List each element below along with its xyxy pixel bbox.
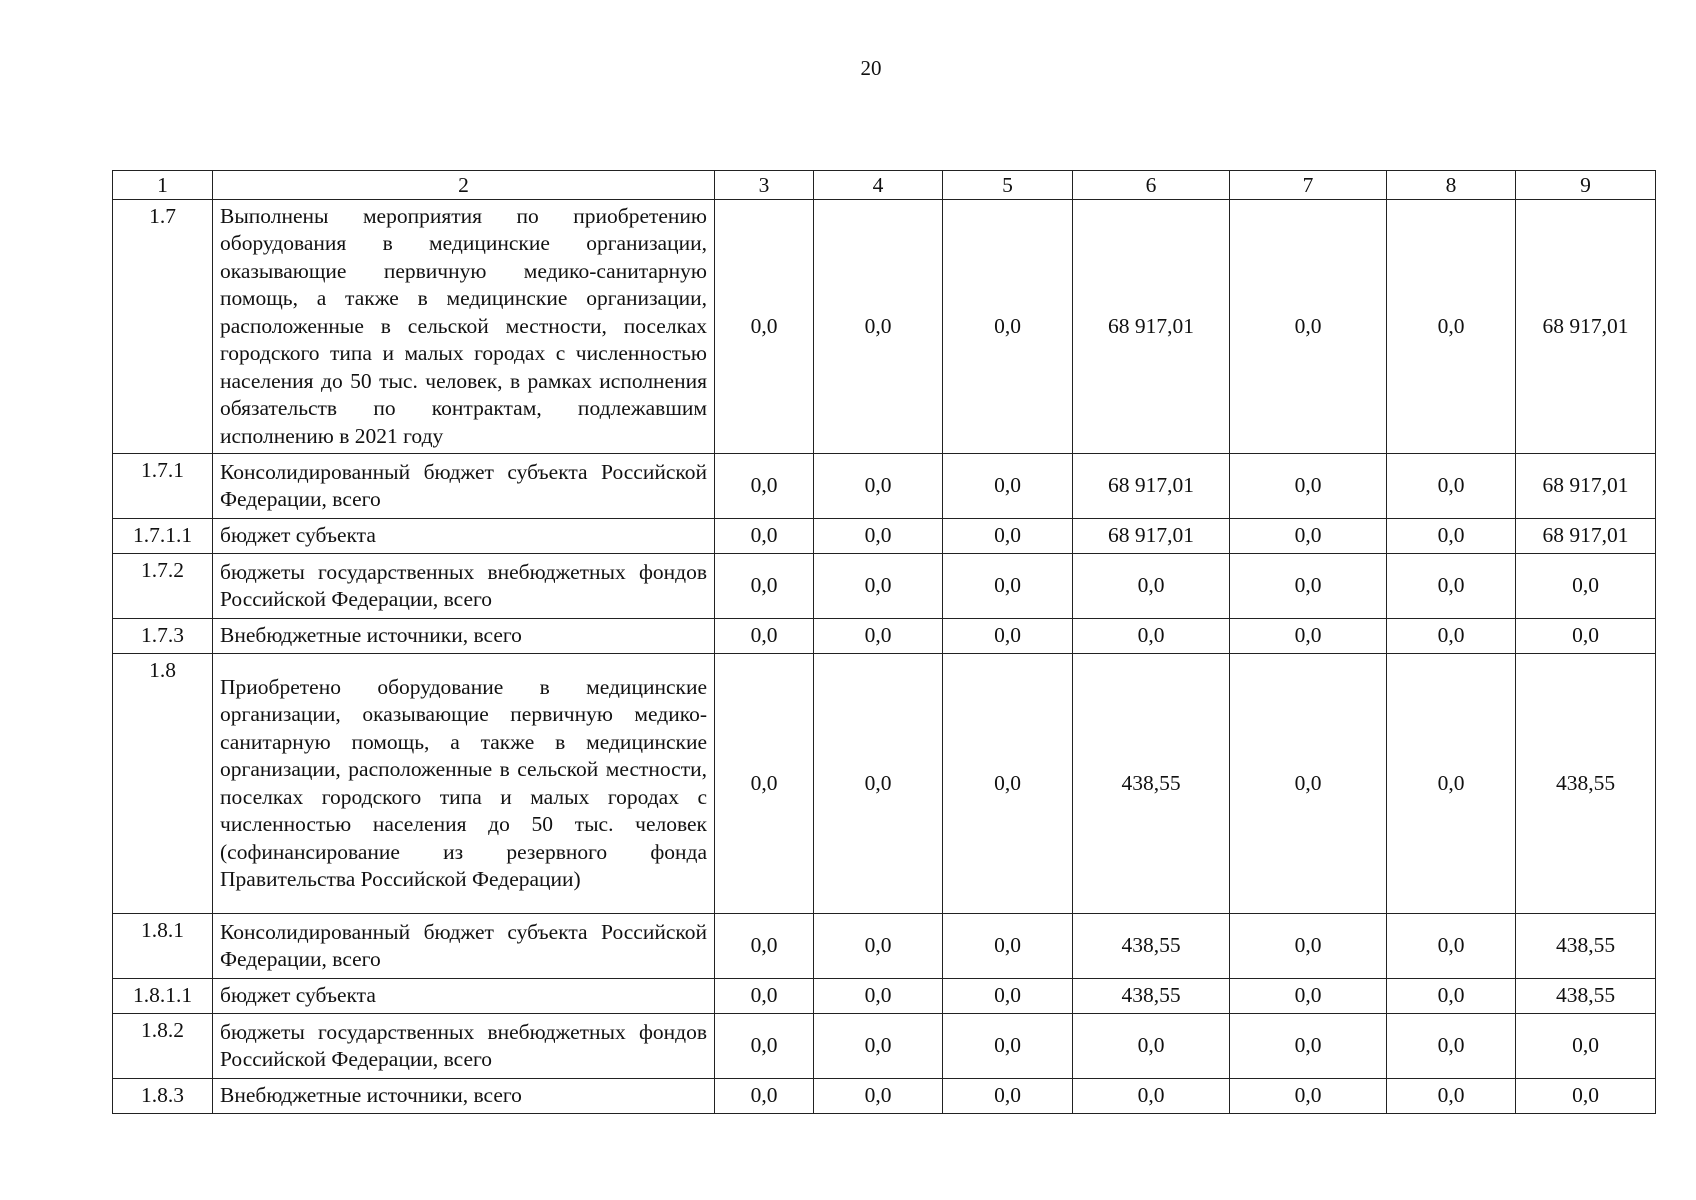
value-cell: 68 917,01 <box>1516 519 1656 554</box>
value-cell: 0,0 <box>1230 914 1387 979</box>
header-cell: 4 <box>814 171 943 200</box>
value-cell: 438,55 <box>1073 654 1230 914</box>
value-cell: 68 917,01 <box>1073 519 1230 554</box>
value-cell: 0,0 <box>943 914 1073 979</box>
value-cell: 0,0 <box>943 1014 1073 1079</box>
header-cell: 5 <box>943 171 1073 200</box>
value-cell: 0,0 <box>814 554 943 619</box>
value-cell: 0,0 <box>1387 619 1516 654</box>
value-cell: 0,0 <box>1387 454 1516 519</box>
value-cell: 0,0 <box>814 654 943 914</box>
value-cell: 0,0 <box>1387 654 1516 914</box>
value-cell: 0,0 <box>1230 619 1387 654</box>
value-cell: 68 917,01 <box>1516 200 1656 454</box>
row-number: 1.7.1 <box>113 454 213 519</box>
value-cell: 438,55 <box>1073 914 1230 979</box>
value-cell: 0,0 <box>715 554 814 619</box>
value-cell: 0,0 <box>1230 979 1387 1014</box>
value-cell: 0,0 <box>1387 200 1516 454</box>
value-cell: 0,0 <box>1516 1014 1656 1079</box>
header-row <box>113 171 1656 200</box>
value-cell: 438,55 <box>1516 979 1656 1014</box>
table-row <box>113 454 1656 519</box>
row-number: 1.8 <box>113 654 213 914</box>
row-number: 1.8.1 <box>113 914 213 979</box>
row-description-text: Выполнены мероприятия по приобретению оборудования в медицинские организации, оказывающие первичную медико-санитарную помощь, а также в медицинские организации, расположенные в сельской местности, поселках городского типа и малых городах с численностью населения до 50 тыс. человек, в рамках исполнения обязательств по контрактам, подлежавшим исполнению в 2021 году <box>220 203 707 448</box>
row-description <box>213 454 715 519</box>
value-cell: 0,0 <box>814 1079 943 1114</box>
header-cell: 7 <box>1230 171 1387 200</box>
value-cell: 0,0 <box>1230 519 1387 554</box>
value-cell: 0,0 <box>943 554 1073 619</box>
table-header <box>113 171 1656 200</box>
table-row <box>113 200 1656 454</box>
row-description <box>213 200 715 454</box>
header-cell: 1 <box>113 171 213 200</box>
table-row <box>113 979 1656 1014</box>
row-description-text: Внебюджетные источники, всего <box>220 1083 522 1108</box>
value-cell: 0,0 <box>1073 1014 1230 1079</box>
row-description <box>213 1014 715 1079</box>
row-number: 1.8.3 <box>113 1079 213 1114</box>
value-cell: 0,0 <box>1230 454 1387 519</box>
value-cell: 0,0 <box>715 200 814 454</box>
value-cell: 0,0 <box>715 454 814 519</box>
row-description-text: бюджет субъекта <box>220 983 376 1008</box>
value-cell: 0,0 <box>715 619 814 654</box>
row-description <box>213 654 715 914</box>
value-cell: 0,0 <box>943 200 1073 454</box>
table-row <box>113 519 1656 554</box>
value-cell: 0,0 <box>1516 1079 1656 1114</box>
budget-table <box>112 170 1656 1114</box>
value-cell: 0,0 <box>1073 1079 1230 1114</box>
value-cell: 0,0 <box>715 914 814 979</box>
value-cell: 0,0 <box>1387 1079 1516 1114</box>
header-cell: 8 <box>1387 171 1516 200</box>
value-cell: 0,0 <box>1387 519 1516 554</box>
value-cell: 0,0 <box>943 1079 1073 1114</box>
value-cell: 0,0 <box>943 619 1073 654</box>
table-row <box>113 654 1656 914</box>
table-row <box>113 554 1656 619</box>
value-cell: 68 917,01 <box>1073 200 1230 454</box>
value-cell: 0,0 <box>715 519 814 554</box>
row-description-text: Консолидированный бюджет субъекта Российской Федерации, всего <box>220 919 707 971</box>
value-cell: 0,0 <box>715 979 814 1014</box>
row-description <box>213 979 715 1014</box>
header-cell: 2 <box>213 171 715 200</box>
value-cell: 438,55 <box>1516 914 1656 979</box>
table-row <box>113 619 1656 654</box>
table-row <box>113 1079 1656 1114</box>
header-cell: 3 <box>715 171 814 200</box>
value-cell: 0,0 <box>943 454 1073 519</box>
row-description-text: Консолидированный бюджет субъекта Российской Федерации, всего <box>220 459 707 511</box>
row-description <box>213 914 715 979</box>
value-cell: 0,0 <box>1230 1079 1387 1114</box>
row-description <box>213 619 715 654</box>
row-number: 1.8.2 <box>113 1014 213 1079</box>
row-number: 1.8.1.1 <box>113 979 213 1014</box>
value-cell: 438,55 <box>1516 654 1656 914</box>
value-cell: 0,0 <box>1387 554 1516 619</box>
row-number: 1.7.3 <box>113 619 213 654</box>
row-description <box>213 519 715 554</box>
value-cell: 0,0 <box>943 519 1073 554</box>
value-cell: 0,0 <box>1516 554 1656 619</box>
value-cell: 68 917,01 <box>1516 454 1656 519</box>
row-description-text: бюджет субъекта <box>220 523 376 548</box>
value-cell: 0,0 <box>814 914 943 979</box>
row-number: 1.7.2 <box>113 554 213 619</box>
row-description-text: бюджеты государственных внебюджетных фондов Российской Федерации, всего <box>220 559 707 611</box>
row-description-text: Внебюджетные источники, всего <box>220 623 522 648</box>
table-row <box>113 914 1656 979</box>
row-number: 1.7.1.1 <box>113 519 213 554</box>
value-cell: 0,0 <box>715 654 814 914</box>
page-number: 20 <box>860 56 882 80</box>
value-cell: 0,0 <box>814 200 943 454</box>
row-number: 1.7 <box>113 200 213 454</box>
value-cell: 0,0 <box>1230 200 1387 454</box>
value-cell: 0,0 <box>1073 619 1230 654</box>
value-cell: 0,0 <box>943 654 1073 914</box>
value-cell: 0,0 <box>1073 554 1230 619</box>
value-cell: 0,0 <box>1230 554 1387 619</box>
row-description-text: бюджеты государственных внебюджетных фондов Российской Федерации, всего <box>220 1019 707 1071</box>
value-cell: 0,0 <box>814 454 943 519</box>
row-description <box>213 554 715 619</box>
value-cell: 0,0 <box>1387 914 1516 979</box>
row-description <box>213 1079 715 1114</box>
value-cell: 0,0 <box>1387 1014 1516 1079</box>
value-cell: 0,0 <box>814 979 943 1014</box>
table-row <box>113 1014 1656 1079</box>
value-cell: 438,55 <box>1073 979 1230 1014</box>
header-cell: 6 <box>1073 171 1230 200</box>
value-cell: 0,0 <box>1230 654 1387 914</box>
row-description-text: Приобретено оборудование в медицинские организации, оказывающие первичную медико-санитарную помощь, а также в медицинские организации, расположенные в сельской местности, поселках городского типа и малых городах с численностью населения до 50 тыс. человек (софинансирование из резервного фонда Правительства Российской Федерации) <box>220 674 707 891</box>
value-cell: 0,0 <box>814 519 943 554</box>
value-cell: 0,0 <box>715 1079 814 1114</box>
table-body <box>113 200 1656 1114</box>
value-cell: 0,0 <box>1387 979 1516 1014</box>
value-cell: 0,0 <box>1516 619 1656 654</box>
value-cell: 0,0 <box>814 619 943 654</box>
value-cell: 0,0 <box>943 979 1073 1014</box>
value-cell: 0,0 <box>814 1014 943 1079</box>
value-cell: 0,0 <box>715 1014 814 1079</box>
header-cell: 9 <box>1516 171 1656 200</box>
value-cell: 0,0 <box>1230 1014 1387 1079</box>
value-cell: 68 917,01 <box>1073 454 1230 519</box>
